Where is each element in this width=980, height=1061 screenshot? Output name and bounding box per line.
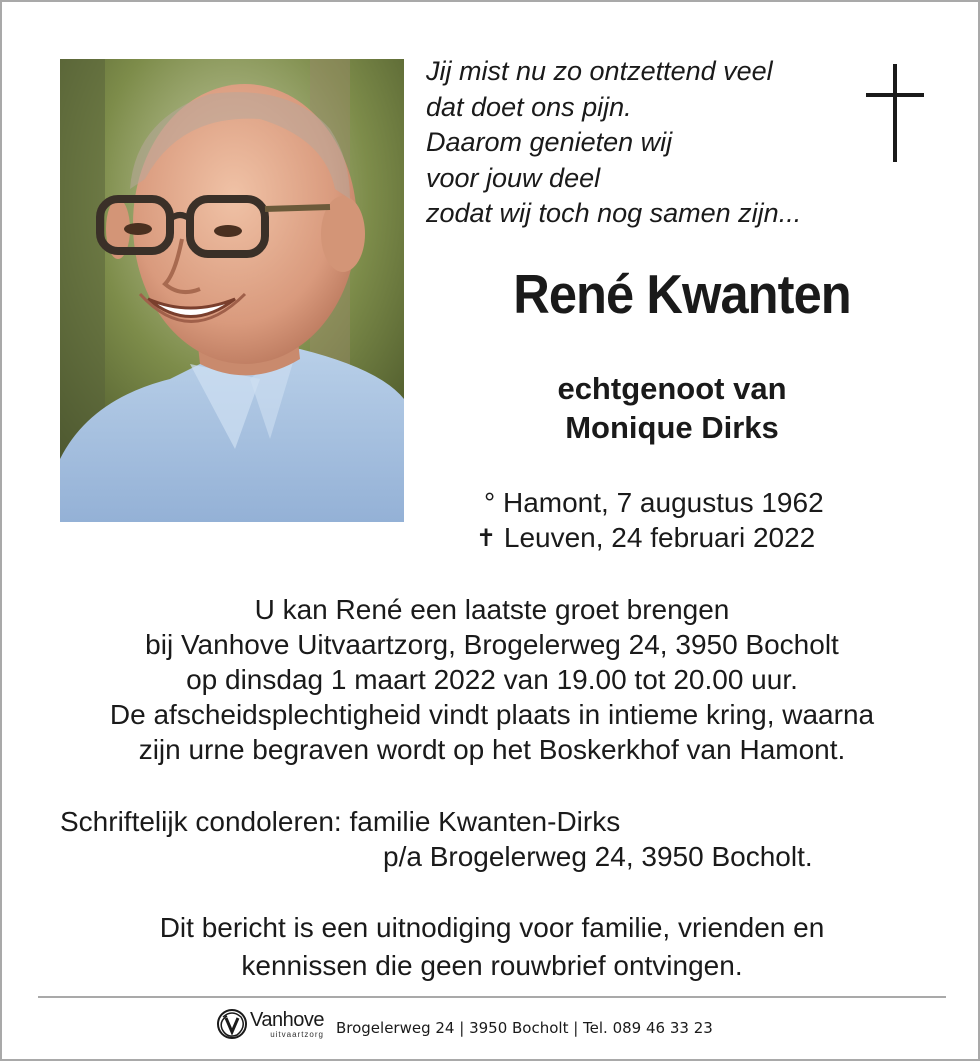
poem-line: zodat wij toch nog samen zijn... [426, 198, 802, 228]
poem-line: dat doet ons pijn. [426, 91, 632, 122]
visit-line: De afscheidsplechtigheid vindt plaats in intieme kring, waarna [109, 699, 875, 730]
condolence-line-1: Schriftelijk condoleren: familie Kwanten-Dirks [60, 806, 621, 837]
poem-line: voor jouw deel [426, 162, 601, 193]
vanhove-logo-icon [215, 1007, 249, 1041]
spouse-name: Monique Dirks [565, 410, 779, 445]
birth-line [476, 485, 824, 520]
birth-date: Hamont, 7 augustus 1962 [502, 487, 824, 518]
visit-line: op dinsdag 1 maart 2022 van 19.00 tot 20.00 uur. [186, 664, 798, 695]
death-date: Leuven, 24 februari 2022 [503, 522, 816, 553]
condolence-line-2: p/a Brogelerweg 24, 3950 Bocholt. [383, 841, 813, 872]
visit-line: zijn urne begraven wordt op het Boskerkhof van Hamont. [138, 734, 846, 765]
death-line [476, 520, 824, 557]
poem-line: Daarom genieten wij [426, 127, 673, 157]
spouse-block [472, 369, 872, 447]
footer-contact: Brogelerweg 24 | 3950 Bocholt | Tel. 089 46 33 23 [335, 1019, 713, 1037]
funeral-home-logo [215, 1007, 324, 1041]
visit-line: U kan René een laatste groet brengen [254, 594, 730, 625]
dagger-icon: ✝ [476, 525, 497, 552]
footer [215, 1004, 713, 1044]
birth-symbol: ° [484, 487, 496, 518]
logo-name: Vanhove [250, 1008, 324, 1031]
portrait-illustration [60, 59, 404, 522]
invite-line: kennissen die geen rouwbrief ontvingen. [241, 950, 743, 981]
cross-icon [864, 64, 926, 162]
deceased-name: René Kwanten [513, 263, 851, 325]
poem [426, 54, 801, 232]
visitation-info [2, 592, 980, 767]
visit-line: bij Vanhove Uitvaartzorg, Brogelerweg 24, 3950 Bocholt [145, 629, 839, 660]
invitation-note [2, 909, 980, 985]
invite-line: Dit bericht is een uitnodiging voor familie, vrienden en [159, 912, 825, 943]
poem-line: Jij mist nu zo ontzettend veel [426, 56, 773, 86]
relation-label: echtgenoot van [557, 371, 787, 406]
footer-divider [38, 996, 946, 998]
life-dates [476, 485, 824, 557]
portrait-photo [60, 59, 404, 522]
logo-subtitle: uitvaartzorg [270, 1029, 324, 1039]
